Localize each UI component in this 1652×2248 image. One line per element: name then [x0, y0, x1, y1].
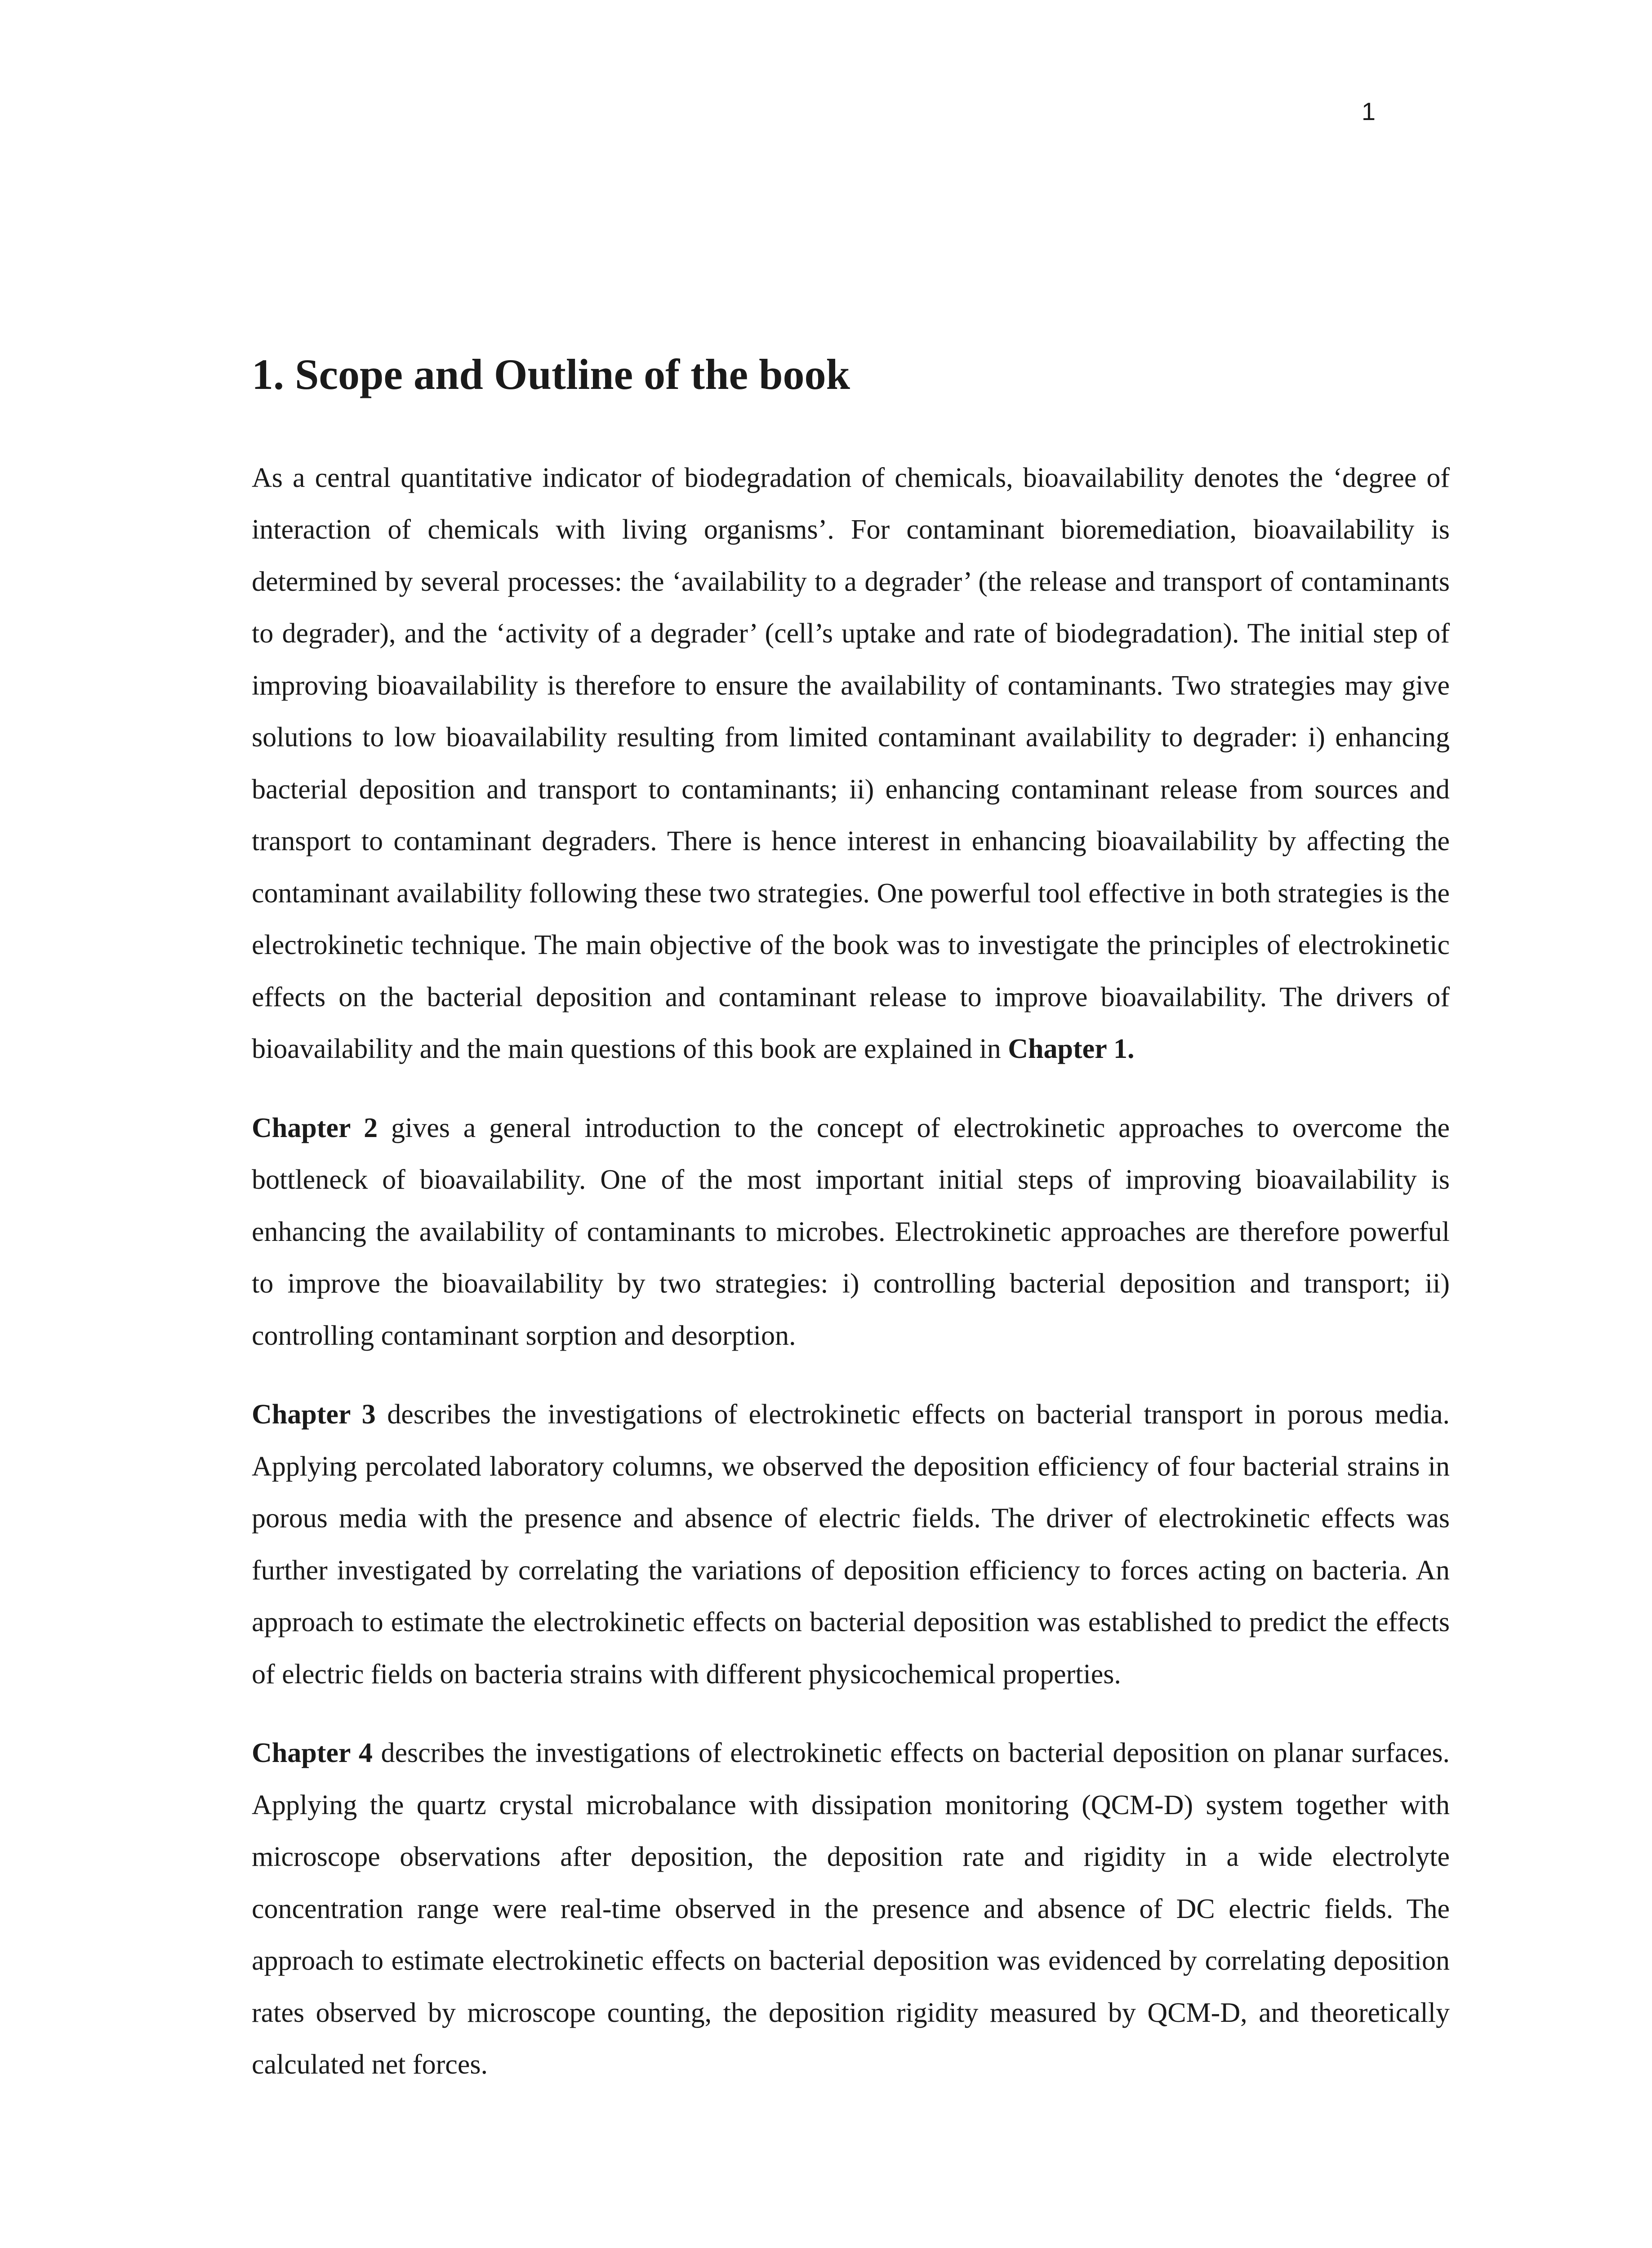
- paragraph-text: gives a general introduction to the concept of electrokinetic approaches to overcome the bottleneck of bioavailability. One of the most important initial steps of improving bioavailability is enhancing the availability of contaminants to microbes. Electrokinetic approaches are therefore powerful to improve the bioavailability by two strategies: i) controlling bacterial deposition and transport; ii) controlling contaminant sorption and desorption.: [252, 1112, 1450, 1351]
- paragraph-chapter-4: [252, 1727, 1450, 2091]
- paragraph-lead: Chapter 4: [252, 1738, 373, 1769]
- paragraph-intro: [252, 452, 1450, 1075]
- paragraph-chapter-3: [252, 1389, 1450, 1700]
- paragraph-text: As a central quantitative indicator of biodegradation of chemicals, bioavailability denotes the ‘degree of interaction of chemicals with living organisms’. For contaminant bioremediation, bioavailability is determined by several processes: the ‘availability to a degrader’ (the release and transport of contaminants to degrader), and the ‘activity of a degrader’ (cell’s uptake and rate of biodegradation). The initial step of improving bioavailability is therefore to ensure the availability of contaminants. Two strategies may give solutions to low bioavailability resulting from limited contaminant availability to degrader: i) enhancing bacterial deposition and transport to contaminants; ii) enhancing contaminant release from sources and transport to contaminant degraders. There is hence interest in enhancing bioavailability by affecting the contaminant availability following these two strategies. One powerful tool effective in both strategies is the electrokinetic technique. The main objective of the book was to investigate the principles of electrokinetic effects on the bacterial deposition and contaminant release to improve bioavailability. The drivers of bioavailability and the main questions of this book are explained in: [252, 462, 1450, 1065]
- paragraph-text: describes the investigations of electrokinetic effects on bacterial deposition on planar surfaces. Applying the quartz crystal microbalance with dissipation monitoring (QCM-D) system together with microscope observations after deposition, the deposition rate and rigidity in a wide electrolyte concentration range were real-time observed in the presence and absence of DC electric fields. The approach to estimate electrokinetic effects on bacterial deposition was evidenced by correlating deposition rates observed by microscope counting, the deposition rigidity measured by QCM-D, and theoretically calculated net forces.: [252, 1738, 1450, 2080]
- paragraph-lead: Chapter 3: [252, 1399, 376, 1430]
- section-heading: 1. Scope and Outline of the book: [252, 350, 850, 398]
- chapter-reference: Chapter 1.: [1008, 1034, 1135, 1065]
- paragraph-lead: Chapter 2: [252, 1112, 378, 1143]
- paragraph-chapter-2: [252, 1102, 1450, 1362]
- paragraph-text: describes the investigations of electrokinetic effects on bacterial transport in porous media. Applying percolated laboratory columns, we observed the deposition efficiency of four bacterial strains in porous media with the presence and absence of electric fields. The driver of electrokinetic effects was further investigated by correlating the variations of deposition efficiency to forces acting on bacteria. An approach to estimate the electrokinetic effects on bacterial deposition was established to predict the effects of electric fields on bacteria strains with different physicochemical properties.: [252, 1399, 1450, 1690]
- page-number: 1: [1361, 97, 1376, 125]
- page-content: [252, 351, 1450, 2118]
